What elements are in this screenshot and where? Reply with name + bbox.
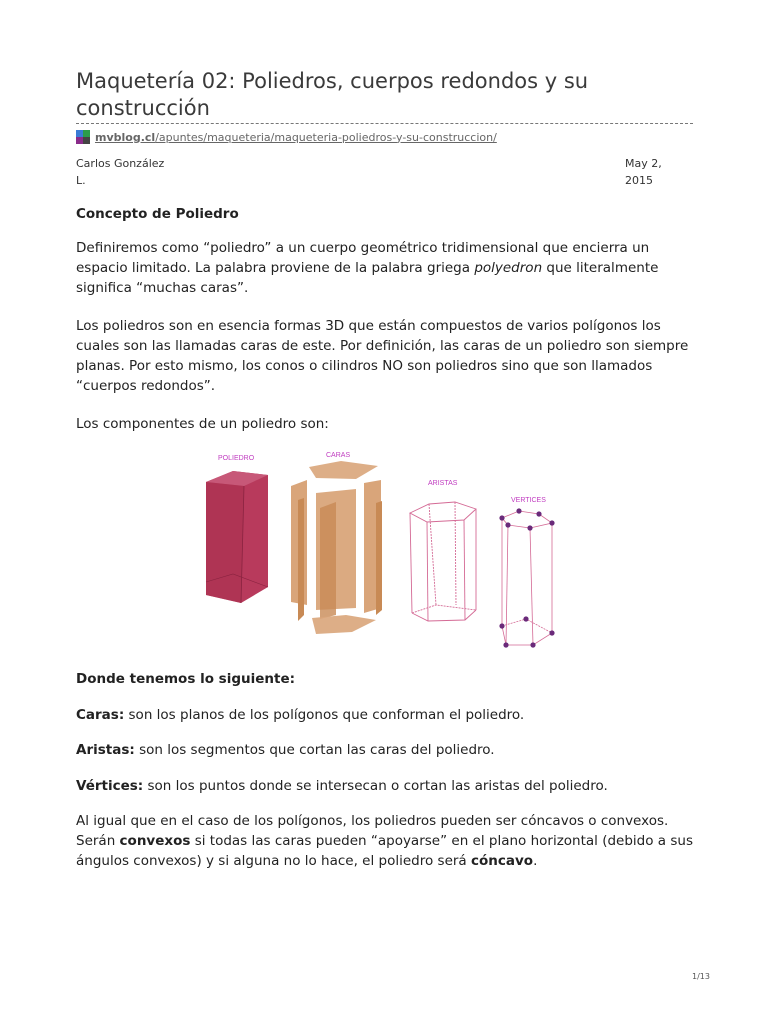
- paragraph-concavo-convexo: [76, 811, 696, 871]
- section-heading-donde: Donde tenemos lo siguiente:: [76, 671, 296, 687]
- paragraph-definition-text-end: que literalmente significa “muchas caras”.: [76, 260, 659, 296]
- def-aristas: son los segmentos que cortan las caras del poliedro.: [134, 742, 495, 758]
- term-convexos: convexos: [119, 833, 191, 849]
- label-vertices: VERTICES: [511, 497, 546, 504]
- label-aristas: ARISTAS: [428, 480, 458, 487]
- solid-polyhedron: [206, 471, 268, 603]
- p4-text-c: si todas las caras pueden “apoyarse” en el plano horizontal (debido a sus ángulos convexos) y si alguna no lo hace, el poliedro será: [76, 833, 693, 869]
- author-name: Carlos González L.: [76, 157, 165, 187]
- vertices-points: [499, 508, 554, 647]
- paragraph-definition: [76, 238, 696, 298]
- label-poliedro: POLIEDRO: [218, 455, 255, 462]
- def-vertices: son los puntos donde se intersecan o cortan las aristas del poliedro.: [143, 778, 608, 794]
- polyhedron-components-figure: [186, 445, 590, 653]
- def-caras: son los planos de los polígonos que conforman el poliedro.: [124, 707, 525, 723]
- term-aristas: Aristas:: [76, 742, 135, 758]
- edges-wireframe: [410, 502, 476, 621]
- term-concavo: cóncavo: [471, 853, 534, 869]
- faces-exploded: [291, 461, 382, 634]
- page-number: 1/13: [692, 972, 710, 981]
- definition-aristas: [76, 740, 696, 760]
- source-path: /apuntes/maqueteria/maqueteria-poliedros-y-su-construccion/: [155, 130, 497, 144]
- definition-caras: [76, 705, 696, 725]
- section-heading-concepto: Concepto de Poliedro: [76, 206, 239, 222]
- source-link-row: [76, 130, 497, 144]
- definition-vertices: [76, 776, 696, 796]
- p4-text-a: Al igual que en el caso de los polígonos, los poliedros pueden ser cóncavos o convexos. Serán: [76, 813, 669, 849]
- source-domain: mvblog.cl: [95, 130, 156, 144]
- polyedron-term: polyedron: [474, 260, 543, 276]
- label-caras: CARAS: [326, 452, 351, 459]
- publish-date: May 2, 2015: [625, 157, 662, 187]
- term-vertices: Vértices:: [76, 778, 144, 794]
- source-url-link[interactable]: [95, 131, 497, 144]
- p4-text-d: .: [533, 853, 538, 869]
- polyhedron-diagram: [186, 445, 590, 653]
- paragraph-componentes: Los componentes de un poliedro son:: [76, 416, 329, 432]
- term-caras: Caras:: [76, 707, 125, 723]
- site-favicon-icon: [76, 130, 90, 144]
- paragraph-definition-text: Definiremos como “poliedro” a un cuerpo geométrico tridimensional que encierra un espacio limitado. La palabra proviene de la palabra griega: [76, 240, 650, 276]
- page-title: Maquetería 02: Poliedros, cuerpos redondos y su construcción: [76, 69, 589, 120]
- paragraph-formas-3d: Los poliedros son en esencia formas 3D que están compuestos de varios polígonos los cuales son las llamadas caras de este. Por definición, las caras de un poliedro son siempre planas. Por esto mismo, los conos o cilindros NO son poliedros sino que son llamados “cuerpos redondos”.: [76, 318, 689, 394]
- title-divider: [76, 123, 693, 124]
